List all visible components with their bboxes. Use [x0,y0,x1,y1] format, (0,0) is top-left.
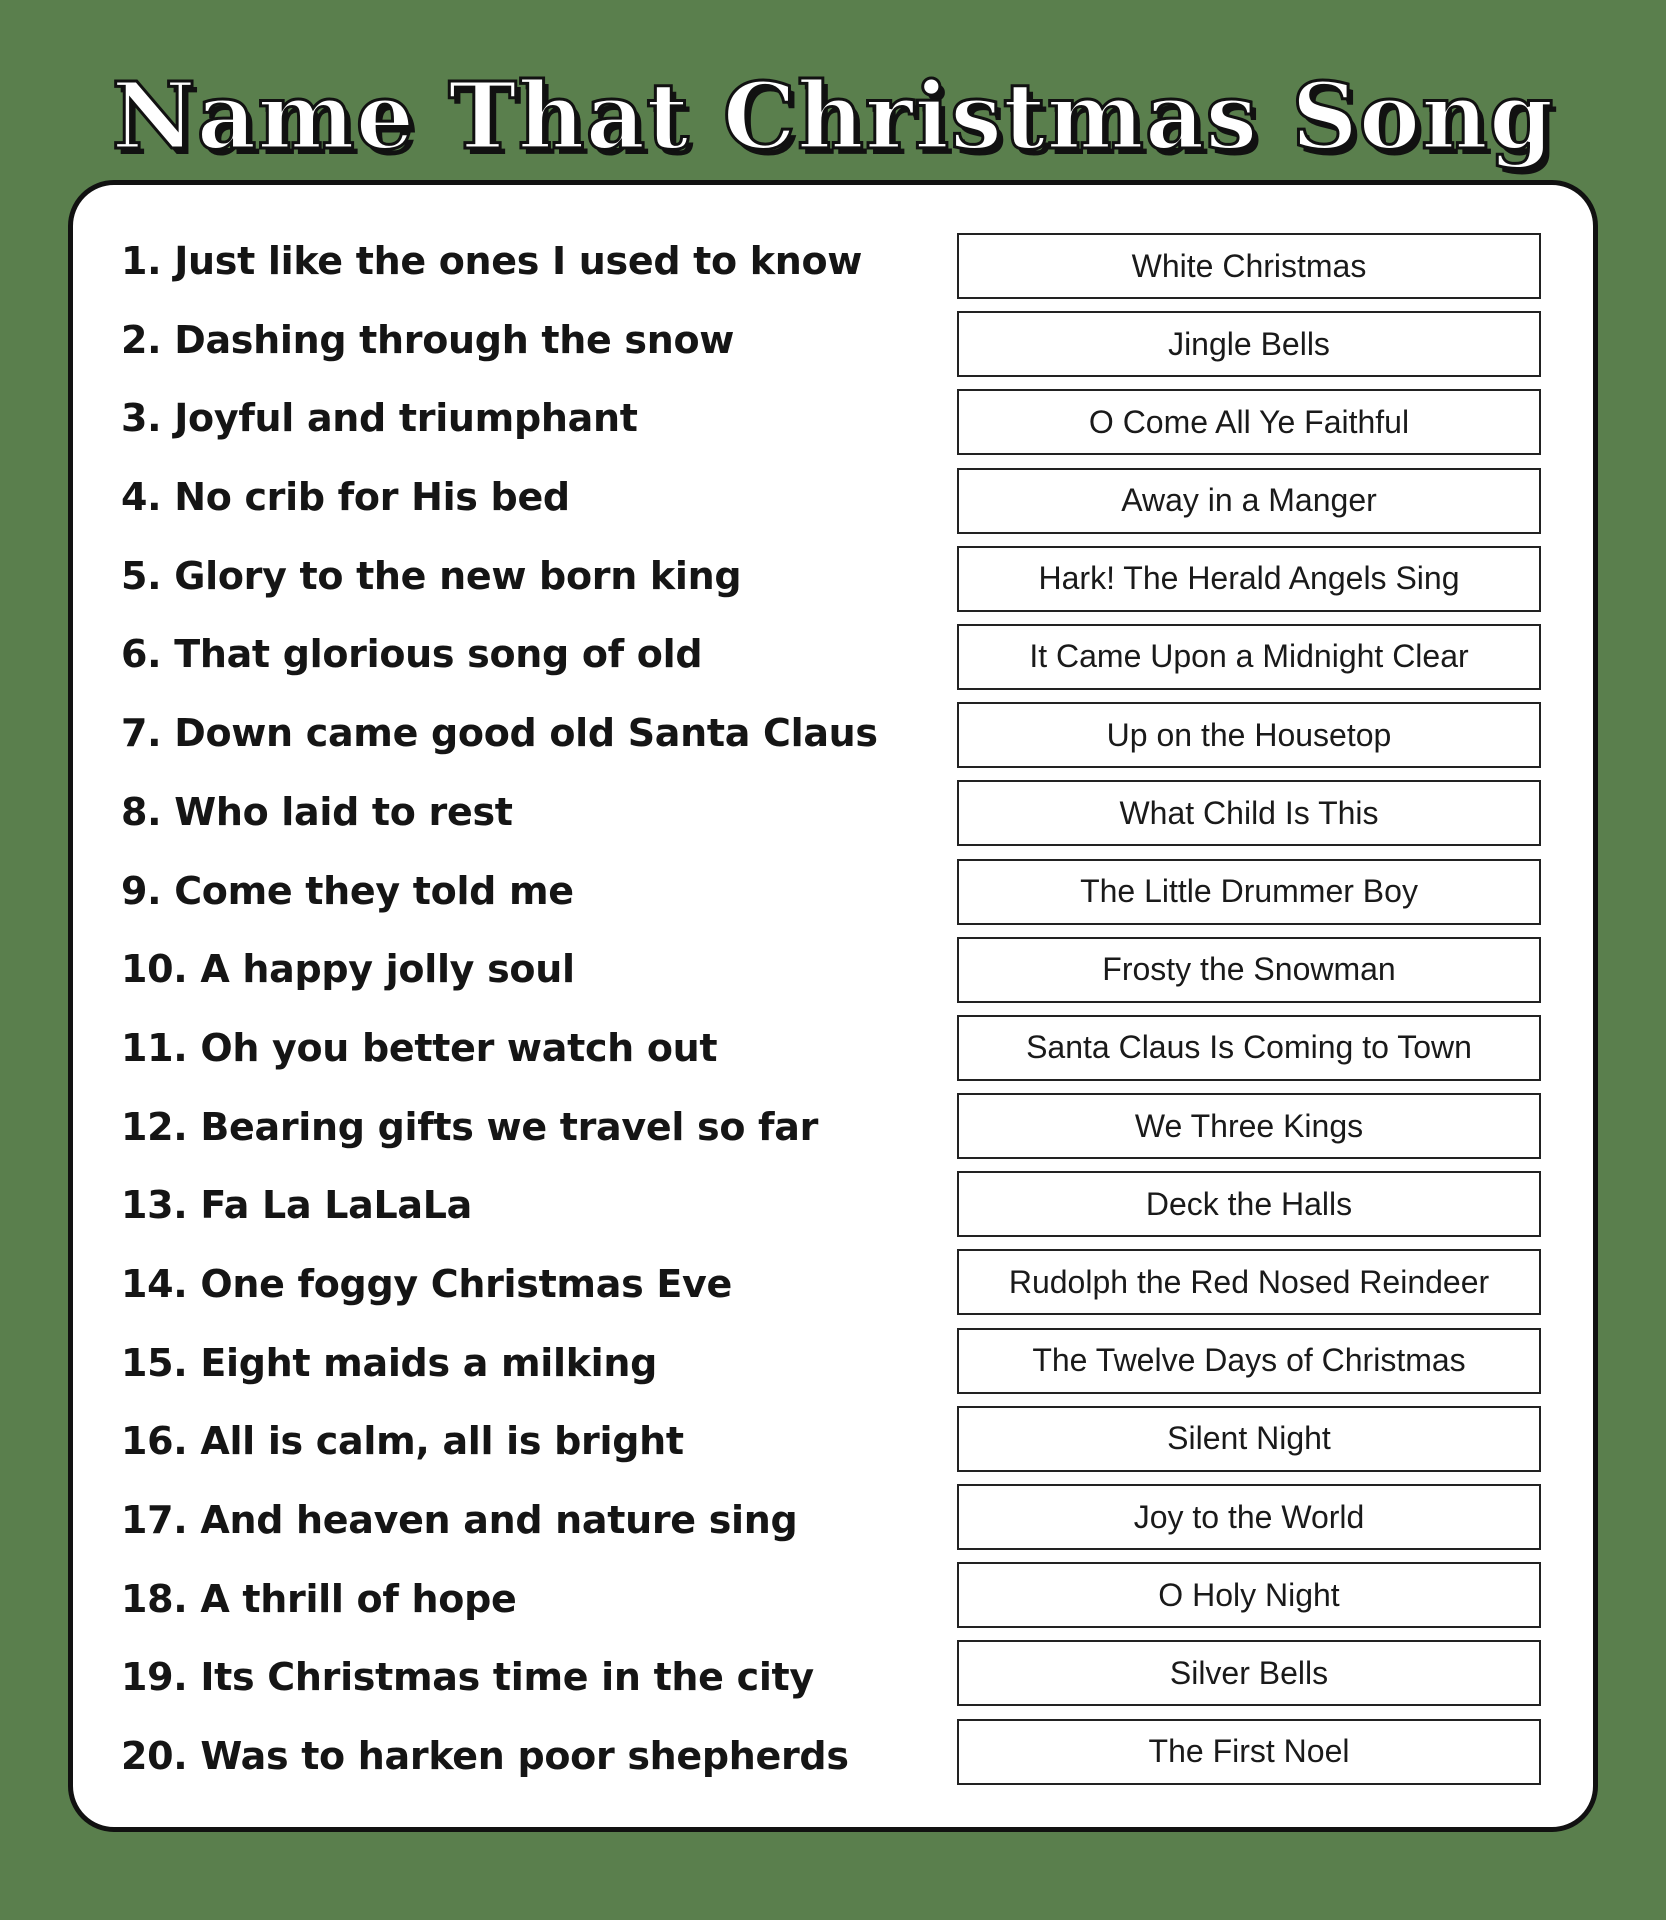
answer-box: Up on the Housetop [957,702,1541,768]
answer-box: Santa Claus Is Coming to Town [957,1015,1541,1081]
answer-box: We Three Kings [957,1093,1541,1159]
clue-item: 12. Bearing gifts we travel so far [121,1104,819,1149]
answer-box: Away in a Manger [957,468,1541,534]
answer-box: Deck the Halls [957,1171,1541,1237]
clue-item: 10. A happy jolly soul [121,947,575,992]
clue-item: 18. A thrill of hope [121,1576,517,1621]
answer-box: It Came Upon a Midnight Clear [957,624,1541,690]
answer-box: Rudolph the Red Nosed Reindeer [957,1249,1541,1315]
clue-item: 14. One foggy Christmas Eve [121,1261,732,1306]
clue-item: 16. All is calm, all is bright [121,1419,684,1464]
clue-item: 17. And heaven and nature sing [121,1498,798,1542]
clue-item: 3. Joyful and triumphant [121,396,638,441]
answer-box: O Come All Ye Faithful [957,389,1541,455]
answer-box: White Christmas [957,233,1541,299]
clue-item: 6. That glorious song of old [121,632,703,677]
worksheet-panel [68,180,1598,1832]
page-title: Name That Christmas Song [111,62,1555,170]
answer-box: Joy to the World [957,1484,1541,1550]
answer-box: Frosty the Snowman [957,937,1541,1003]
answer-box: The Little Drummer Boy [957,859,1541,925]
clue-item: 11. Oh you better watch out [121,1025,718,1070]
clue-item: 1. Just like the ones I used to know [121,239,863,283]
answer-box: The Twelve Days of Christmas [957,1328,1541,1394]
answer-box: What Child Is This [957,780,1541,846]
answer-box: Jingle Bells [957,311,1541,377]
clue-item: 4. No crib for His bed [121,475,570,520]
clue-item: 13. Fa La LaLaLa [121,1183,473,1228]
answer-box: Silent Night [957,1406,1541,1472]
clue-item: 15. Eight maids a milking [121,1340,658,1385]
answer-box: Hark! The Herald Angels Sing [957,546,1541,612]
answer-box: O Holy Night [957,1562,1541,1628]
clue-list [121,222,878,1796]
clue-item: 2. Dashing through the snow [121,317,735,362]
answer-box: The First Noel [957,1719,1541,1785]
clue-item: 9. Come they told me [121,868,574,913]
clue-item: 20. Was to harken poor shepherds [121,1734,849,1779]
answer-box: Silver Bells [957,1640,1541,1706]
clue-item: 19. Its Christmas time in the city [121,1655,814,1700]
clue-item: 5. Glory to the new born king [121,553,742,598]
clue-item: 8. Who laid to rest [121,789,513,834]
answer-list [957,233,1541,1797]
clue-item: 7. Down came good old Santa Claus [121,711,878,756]
